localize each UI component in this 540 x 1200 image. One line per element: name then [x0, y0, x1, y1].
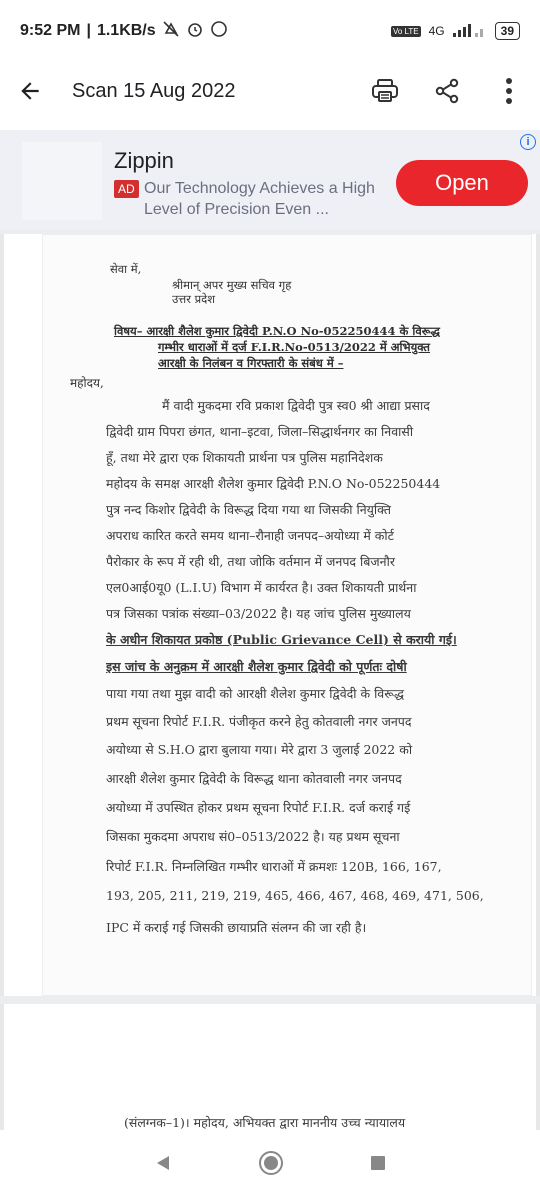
ad-open-button[interactable]: Open	[396, 160, 528, 206]
print-icon	[370, 76, 400, 106]
more-options-button[interactable]	[478, 62, 540, 120]
ad-badge: AD	[114, 180, 139, 198]
subject-line-1: विषय– आरक्षी शैलेश कुमार द्विवेदी P.N.O No-052250444 के विरूद्ध	[114, 324, 440, 338]
signal-icon	[453, 23, 487, 40]
back-button[interactable]	[0, 62, 60, 120]
doc-line-5: पुत्र नन्द किशोर द्विवेदी के विरूद्ध दिया गया था जिसकी नियुक्ति	[106, 502, 391, 517]
mute-icon	[162, 20, 180, 43]
ad-info-icon[interactable]: i	[520, 134, 536, 150]
nav-home-button[interactable]	[258, 1150, 284, 1181]
doc-line-10: के अधीन शिकायत प्रकोष्ठ (Public Grievance Cell) से करायी गई।	[106, 632, 457, 647]
scanned-page	[42, 234, 532, 996]
nav-recents-button[interactable]	[369, 1154, 387, 1177]
doc-line-13: प्रथम सूचना रिपोर्ट F.I.R. पंजीकृत करने हेतु कोतवाली नगर जनपद	[106, 714, 412, 729]
doc-line-4: महोदय के समक्ष आरक्षी शैलेश कुमार द्विवेदी P.N.O No-052250444	[106, 476, 441, 491]
ad-banner[interactable]	[0, 130, 540, 230]
arrow-left-icon	[17, 78, 43, 104]
more-vert-icon	[504, 76, 514, 106]
alarm-icon	[186, 20, 204, 43]
page-title: Scan 15 Aug 2022	[72, 79, 236, 102]
subject-line-3: आरक्षी के निलंबन व गिरफ्तारी के संबंध में –	[158, 356, 344, 370]
ad-thumbnail	[22, 142, 102, 220]
status-time: 9:52 PM	[20, 22, 81, 39]
doc-line-2: द्विवेदी ग्राम पिपरा छंगत, थाना–इटवा, जिला–सिद्धार्थनगर का निवासी	[106, 424, 414, 439]
doc-line-12: पाया गया तथा मुझ वादी को आरक्षी शैलेश कुमार द्विवेदी के विरूद्ध	[106, 686, 404, 701]
document-page-2	[0, 1004, 540, 1130]
subject-line-2: गम्भीर धाराओं में दर्ज F.I.R.No-0513/2022 में अभियुक्त	[158, 340, 430, 354]
document-viewer[interactable]	[0, 230, 540, 1130]
circle-home-icon	[258, 1150, 284, 1176]
system-nav-bar	[0, 1130, 540, 1200]
doc-line-20: IPC में कराई गई जिसकी छायाप्रति संलग्न की जा रही है।	[106, 920, 367, 935]
share-icon	[434, 78, 460, 104]
doc-line-17: जिसका मुकदमा अपराध सं0–0513/2022 है। यह प्रथम सूचना	[106, 829, 400, 844]
doc-line-11: इस जांच के अनुक्रम में आरक्षी शैलेश कुमार द्विवेदी को पूर्णतः दोषी	[106, 659, 407, 674]
doc-line-3: हूँ, तथा मेरे द्वारा एक शिकायती प्रार्थना पत्र पुलिस महानिदेशक	[106, 450, 383, 465]
doc-line-15: आरक्षी शैलेश कुमार द्विवेदी के विरूद्ध थाना कोतवाली नगर जनपद	[106, 771, 402, 786]
battery-indicator: 39	[495, 22, 520, 40]
document-page-1	[0, 234, 540, 996]
print-button[interactable]	[354, 62, 416, 120]
doc-line-7: पैरोकार के रूप में रही थी, तथा जोकि वर्तमान में जनपद बिजनौर	[106, 554, 395, 569]
doc-line-1: मैं वादी मुकदमा रवि प्रकाश द्विवेदी पुत्र स्व0 श्री आद्या प्रसाद	[162, 398, 430, 413]
addressee-line-1: श्रीमान् अपर मुख्य सचिव गृह	[172, 278, 292, 292]
doc-line-16: अयोध्या में उपस्थित होकर प्रथम सूचना रिपोर्ट F.I.R. दर्ज कराई गई	[106, 800, 411, 815]
page2-line-1: (संलग्नक–1)। महोदय, अभियक्त द्वारा माननीय उच्च न्यायालय	[124, 1115, 406, 1130]
whatsapp-icon	[210, 20, 228, 43]
doc-line-19: 193, 205, 211, 219, 219, 465, 466, 467, 468, 469, 471, 506,	[106, 888, 484, 903]
ad-description: Our Technology Achieves a High Level of Precision Even ...	[144, 180, 375, 218]
status-bar	[0, 0, 540, 62]
volte-icon: Vo LTE	[392, 26, 419, 36]
status-divider: |	[86, 22, 91, 39]
ad-title: Zippin	[114, 148, 174, 173]
square-recents-icon	[369, 1154, 387, 1172]
salutation-to: सेवा में,	[110, 262, 142, 276]
doc-line-9: पत्र जिसका पत्रांक संख्या–03/2022 है। यह जांच पुलिस मुख्यालय	[106, 606, 411, 621]
share-button[interactable]	[416, 62, 478, 120]
triangle-back-icon	[153, 1153, 173, 1173]
app-bar	[0, 62, 540, 120]
doc-line-14: अयोध्या से S.H.O द्वारा बुलाया गया। मेरे द्वारा 3 जुलाई 2022 को	[106, 742, 413, 757]
status-speed: 1.1KB/s	[96, 22, 156, 39]
doc-line-18: रिपोर्ट F.I.R. निम्नलिखित गम्भीर धाराओं में क्रमशः 120B, 166, 167,	[106, 859, 442, 874]
doc-line-6: अपराध कारित करते समय थाना–रौनाही जनपद–अयोध्या में कोर्ट	[106, 528, 394, 543]
doc-line-8: एल0आई0यू0 (L.I.U) विभाग में कार्यरत है। उक्त शिकायती प्रार्थना	[106, 580, 417, 595]
addressee-line-2: उत्तर प्रदेश	[172, 292, 216, 306]
nav-back-button[interactable]	[153, 1153, 173, 1178]
network-type: 4G	[428, 24, 445, 38]
greeting: महोदय,	[70, 376, 104, 390]
